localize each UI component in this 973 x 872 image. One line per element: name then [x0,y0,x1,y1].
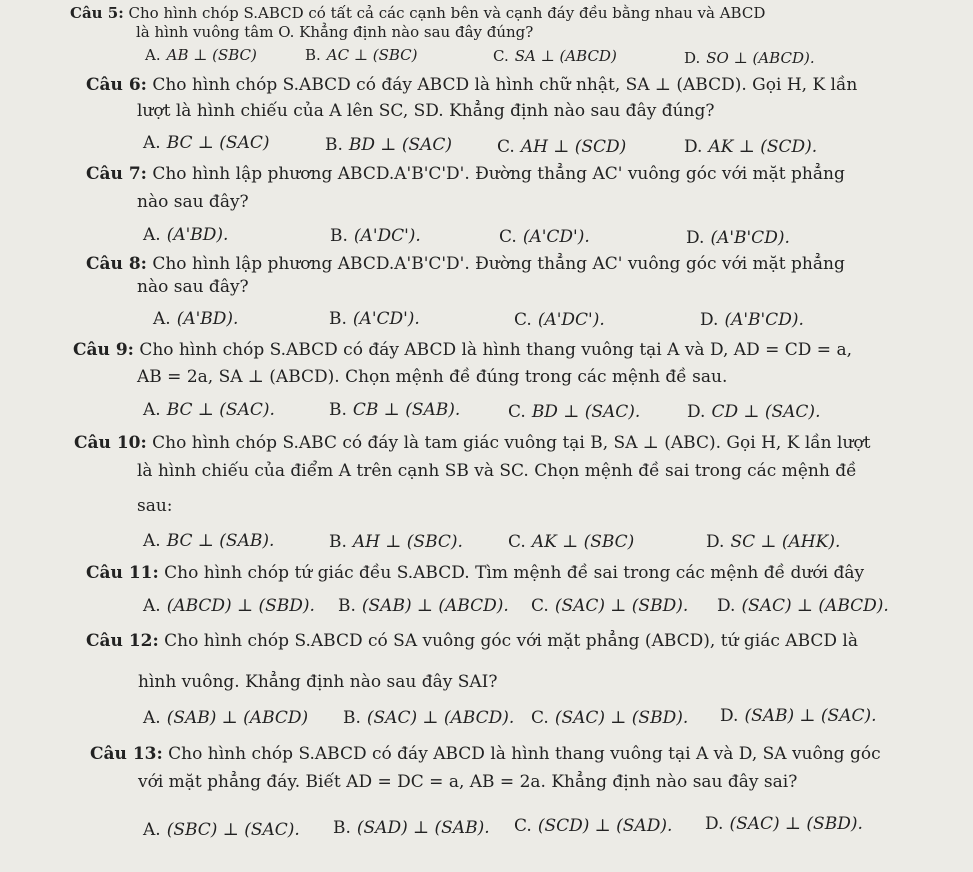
option-c: C. AH ⊥ (SCD) [497,137,627,157]
question-number: Câu 7: [86,164,147,184]
question-number: Câu 6: [86,75,147,95]
question-text: Cho hình chóp S.ABCD có tất cả các cạnh bên và cạnh đáy đều bằng nhau và ABCD [128,4,766,22]
option-a: A. (SAB) ⊥ (ABCD) [143,708,309,728]
option-c: C. (SAC) ⊥ (SBD). [531,708,689,728]
option-c: C. AK ⊥ (SBC) [508,532,635,552]
question-text: Cho hình lập phương ABCD.A'B'C'D'. Đường thẳng AC' vuông góc với mặt phẳng [152,254,845,274]
option-b: B. AH ⊥ (SBC). [329,532,463,552]
option-b: B. (SAD) ⊥ (SAB). [333,818,490,838]
option-d: D. CD ⊥ (SAC). [687,402,821,422]
question-13 [90,744,881,764]
option-a: A. (ABCD) ⊥ (SBD). [143,596,315,616]
question-number: Câu 11: [86,563,159,583]
option-d: D. (SAC) ⊥ (SBD). [705,814,863,834]
question-text: hình vuông. Khẳng định nào sau đây SAI? [138,672,498,692]
question-number: Câu 8: [86,254,147,274]
option-c: C. (A'DC'). [514,310,605,330]
question-number: Câu 13: [90,744,163,764]
question-text: Cho hình chóp S.ABCD có đáy ABCD là hình thang vuông tại A và D, AD = CD = a, [139,340,852,360]
question-text: Cho hình chóp S.ABCD có SA vuông góc với mặt phẳng (ABCD), tứ giác ABCD là [164,631,858,651]
option-b: B. CB ⊥ (SAB). [329,400,461,420]
question-text: nào sau đây? [137,277,249,297]
option-c: C. (SCD) ⊥ (SAD). [514,816,673,836]
option-c: C. (A'CD'). [499,227,590,247]
option-d: D. (SAB) ⊥ (SAC). [720,706,877,726]
question-text: nào sau đây? [137,192,249,212]
option-d: D. SC ⊥ (AHK). [706,532,841,552]
question-text: Cho hình chóp tứ giác đều S.ABCD. Tìm mệnh đề sai trong các mệnh đề dưới đây [164,563,865,583]
question-text: Cho hình chóp S.ABCD có đáy ABCD là hình thang vuông tại A và D, SA vuông góc [168,744,881,764]
option-a: A. (A'BD). [143,225,229,245]
question-text: với mặt phẳng đáy. Biết AD = DC = a, AB = 2a. Khẳng định nào sau đây sai? [138,772,798,792]
option-d: D. (A'B'CD). [700,310,804,330]
question-text: Cho hình lập phương ABCD.A'B'C'D'. Đường thẳng AC' vuông góc với mặt phẳng [152,164,845,184]
question-text: là hình vuông tâm O. Khẳng định nào sau đây đúng? [136,23,534,41]
option-d: D. AK ⊥ (SCD). [684,137,818,157]
option-b: B. AC ⊥ (SBC) [305,46,418,64]
question-6 [86,75,857,95]
question-text: Cho hình chóp S.ABC có đáy là tam giác vuông tại B, SA ⊥ (ABC). Gọi H, K lần lượt [152,433,871,453]
option-a: A. BC ⊥ (SAC). [143,400,275,420]
question-10 [74,433,870,453]
question-text: là hình chiếu của điểm A trên cạnh SB và SC. Chọn mệnh đề sai trong các mệnh đề [137,461,857,481]
option-a: A. (SBC) ⊥ (SAC). [143,820,300,840]
option-c: C. (SAC) ⊥ (SBD). [531,596,689,616]
option-b: B. BD ⊥ (SAC) [325,135,453,155]
option-d: D. (A'B'CD). [686,228,790,248]
option-b: B. (SAC) ⊥ (ABCD). [343,708,515,728]
option-b: B. (A'CD'). [329,309,420,329]
question-number: Câu 9: [73,340,134,360]
question-11 [86,563,864,583]
question-text: sau: [137,496,173,516]
option-d: D. (SAC) ⊥ (ABCD). [717,596,889,616]
question-text: Cho hình chóp S.ABCD có đáy ABCD là hình chữ nhật, SA ⊥ (ABCD). Gọi H, K lần [152,75,858,95]
question-12 [86,631,858,651]
question-9 [73,340,852,360]
question-8 [86,254,845,274]
option-d: D. SO ⊥ (ABCD). [684,49,815,67]
option-a: A. BC ⊥ (SAB). [143,531,275,551]
option-c: C. BD ⊥ (SAC). [508,402,641,422]
question-number: Câu 5: [70,4,124,22]
option-a: A. AB ⊥ (SBC) [145,46,257,64]
question-7 [86,164,845,184]
option-b: B. (A'DC'). [330,226,421,246]
question-5 [70,3,765,23]
question-number: Câu 10: [74,433,147,453]
question-text: AB = 2a, SA ⊥ (ABCD). Chọn mệnh đề đúng trong các mệnh đề sau. [137,367,728,387]
option-a: A. (A'BD). [153,309,239,329]
option-c: C. SA ⊥ (ABCD) [493,47,617,65]
option-a: A. BC ⊥ (SAC) [143,133,270,153]
option-b: B. (SAB) ⊥ (ABCD). [338,596,509,616]
question-number: Câu 12: [86,631,159,651]
question-text: lượt là hình chiếu của A lên SC, SD. Khẳng định nào sau đây đúng? [137,101,715,121]
